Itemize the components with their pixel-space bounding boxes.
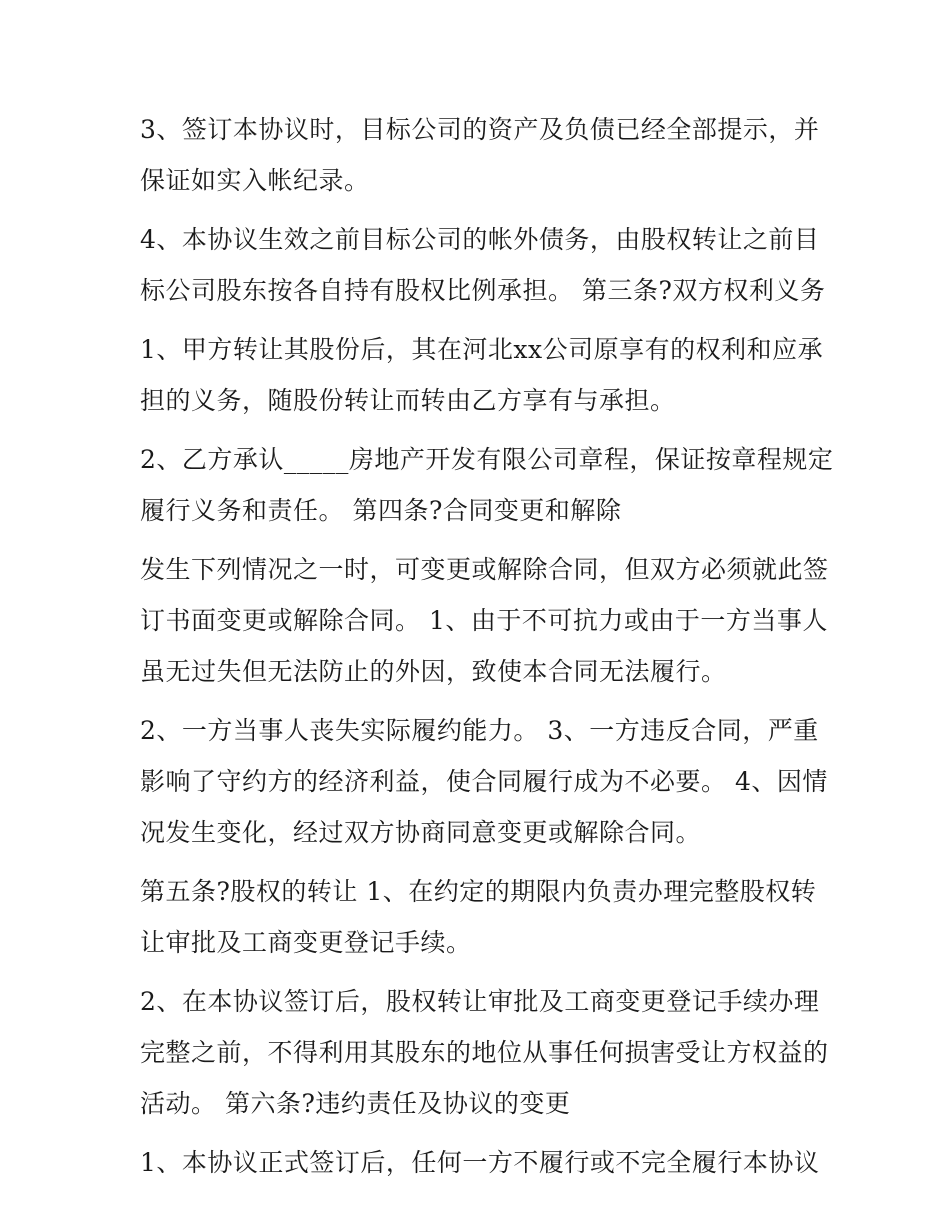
paragraph-transfer-2 — [140, 976, 829, 1129]
text-line: 1、本协议正式签订后，任何一方不履行或不完全履行本协议 — [140, 1148, 820, 1177]
text-line: 2、乙方承认_____房地产开发有限公司章程，保证按章程规定 — [140, 445, 834, 474]
text-line: 发生下列情况之一时，可变更或解除合同，但双方必须就此签 — [140, 555, 829, 584]
text-line: 3、签订本协议时，目标公司的资产及负债已经全部提示，并 — [140, 115, 820, 144]
paragraph-change-items — [140, 705, 828, 858]
paragraph-change-conditions — [140, 544, 829, 697]
text-line: 虽无过失但无法防止的外因，致使本合同无法履行。 — [140, 657, 727, 686]
paragraph-clause-4 — [140, 214, 826, 316]
text-line: 订书面变更或解除合同。 1、由于不可抗力或由于一方当事人 — [140, 606, 828, 635]
text-line: 履行义务和责任。 第四条?合同变更和解除 — [140, 496, 622, 525]
text-line: 4、本协议生效之前目标公司的帐外债务，由股权转让之前目 — [140, 225, 820, 254]
document-body — [140, 104, 834, 1196]
paragraph-breach-1 — [140, 1137, 820, 1188]
text-line: 2、在本协议签订后，股权转让审批及工商变更登记手续办理 — [140, 987, 820, 1016]
paragraph-article-5 — [140, 866, 820, 968]
paragraph-rights-1 — [140, 324, 824, 426]
text-line: 1、甲方转让其股份后，其在河北xx公司原享有的权利和应承 — [140, 335, 824, 364]
text-line: 让审批及工商变更登记手续。 — [140, 928, 472, 957]
text-line: 况发生变化，经过双方协商同意变更或解除合同。 — [140, 818, 702, 847]
text-line: 第五条?股权的转让 1、在约定的期限内负责办理完整股权转 — [140, 877, 817, 906]
text-line: 担的义务，随股份转让而转由乙方享有与承担。 — [140, 386, 676, 415]
text-line: 标公司股东按各自持有股权比例承担。 第三条?双方权利义务 — [140, 276, 826, 305]
text-line: 完整之前，不得利用其股东的地位从事任何损害受让方权益的 — [140, 1038, 829, 1067]
text-line: 影响了守约方的经济利益，使合同履行成为不必要。 4、因情 — [140, 767, 828, 796]
text-line: 2、一方当事人丧失实际履约能力。 3、一方违反合同，严重 — [140, 716, 819, 745]
paragraph-rights-2 — [140, 434, 834, 536]
text-line: 保证如实入帐纪录。 — [140, 166, 370, 195]
text-line: 活动。 第六条?违约责任及协议的变更 — [140, 1089, 571, 1118]
paragraph-clause-3 — [140, 104, 820, 206]
